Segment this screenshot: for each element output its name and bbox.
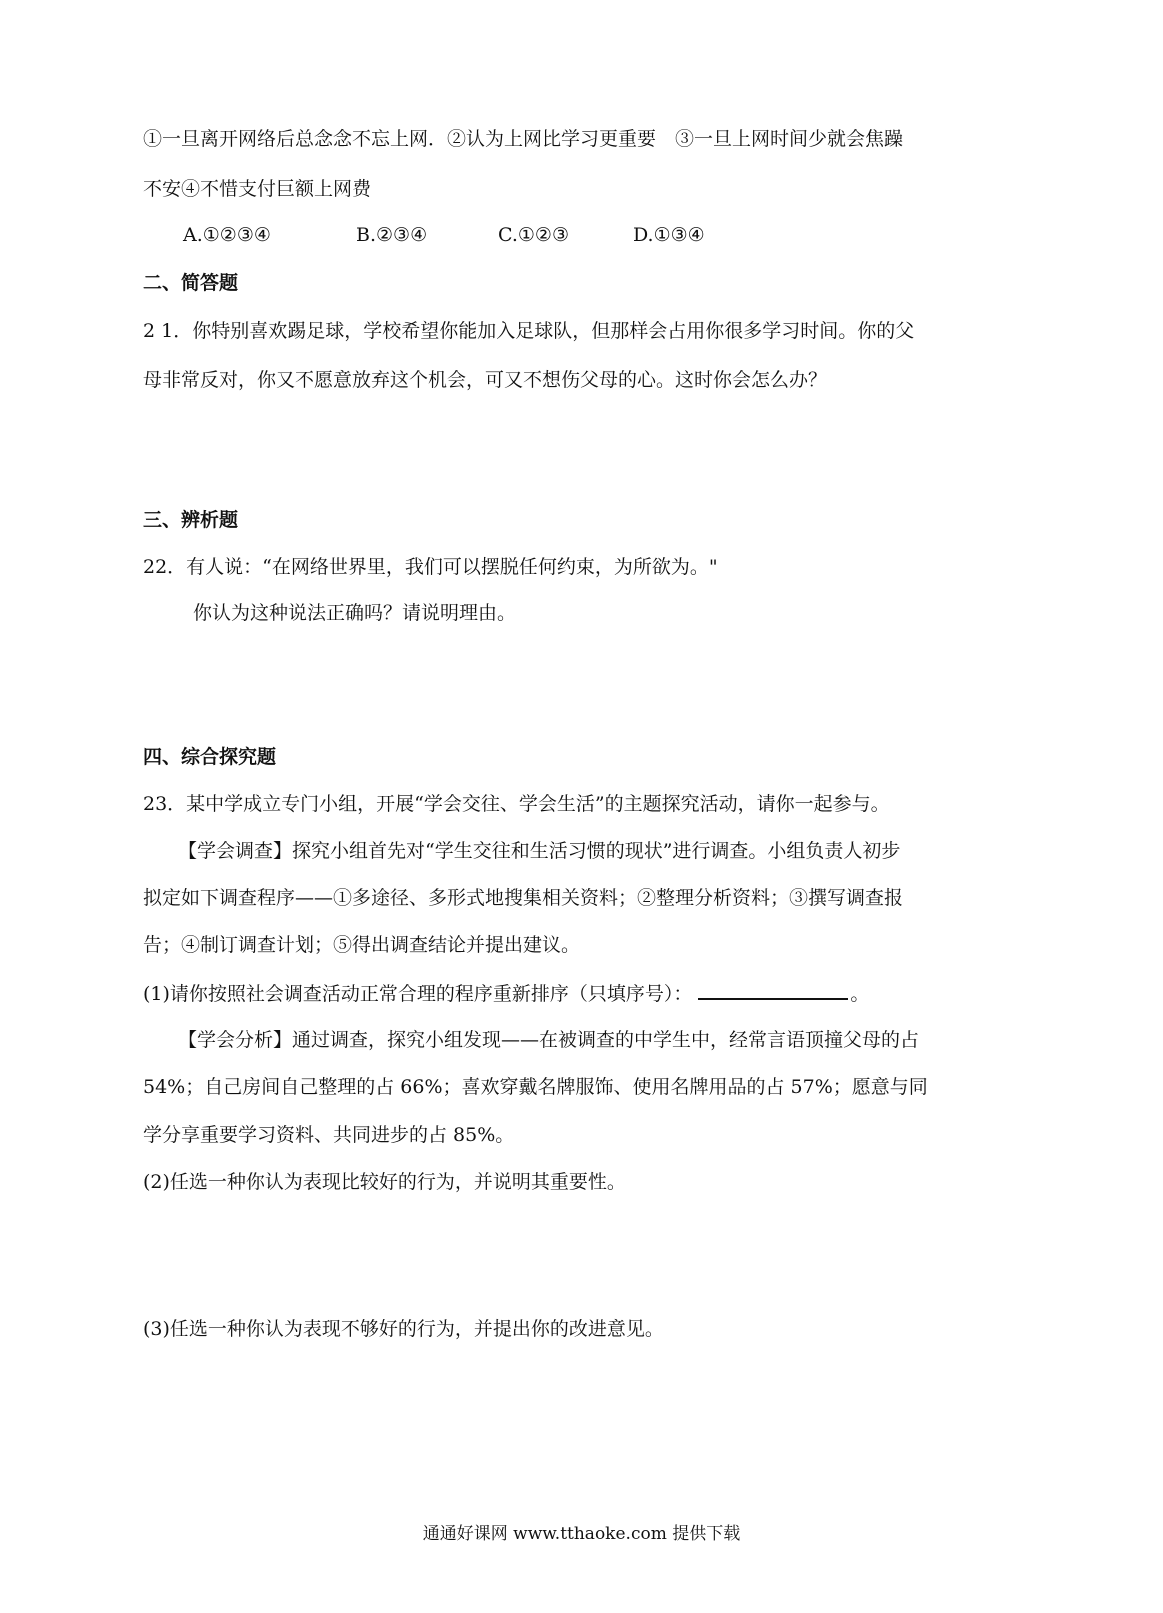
analysis-line-1: 【学会分析】通过调查，探究小组发现——在被调查的中学生中，经常言语顶撞父母的占 [178, 1029, 920, 1051]
answer-blank[interactable] [698, 980, 848, 1000]
q20-statement-line-2: 不安④不惜支付巨额上网费 [143, 178, 372, 200]
q20-statement-line-1: ①一旦离开网络后总念念不忘上网．②认为上网比学习更重要 ③一旦上网时间少就会焦躁 [143, 128, 904, 150]
analysis-line-3: 学分享重要学习资料、共同进步的占 85%。 [143, 1124, 515, 1146]
q22-line-2: 你认为这种说法正确吗？请说明理由。 [193, 602, 517, 624]
survey-line-3: 告；④制订调查计划；⑤得出调查结论并提出建议。 [143, 934, 581, 956]
section-heading-analysis: 三、辨析题 [143, 509, 239, 531]
option-b: B.②③④ [356, 224, 428, 246]
q23-part1-end: 。 [850, 983, 870, 1005]
q21-line-1: 2 1．你特别喜欢踢足球，学校希望你能加入足球队，但那样会占用你很多学习时间。你的父 [143, 320, 915, 342]
page-footer: 通通好课网 www.tthaoke.com 提供下载 [422, 1524, 741, 1544]
q21-line-2: 母非常反对，你又不愿意放弃这个机会，可又不想伤父母的心。这时你会怎么办？ [143, 369, 828, 391]
q22-line-1: 22．有人说：“在网络世界里，我们可以摆脱任何约束，为所欲为。" [143, 556, 718, 578]
option-c: C.①②③ [498, 224, 569, 246]
analysis-line-2: 54%；自己房间自己整理的占 66%；喜欢穿戴名牌服饰、使用名牌用品的占 57%；愿意与同 [143, 1076, 928, 1098]
q23-part3: (3)任选一种你认为表现不够好的行为，并提出你的改进意见。 [143, 1318, 664, 1340]
q23-intro: 23．某中学成立专门小组，开展“学会交往、学会生活”的主题探究活动，请你一起参与。 [143, 793, 890, 815]
section-heading-short-answer: 二、简答题 [143, 272, 239, 294]
q23-part1 [143, 980, 869, 1007]
q23-part1-text: (1)请你按照社会调查活动正常合理的程序重新排序（只填序号）： [143, 983, 693, 1005]
option-d: D.①③④ [633, 224, 705, 246]
survey-line-1: 【学会调查】探究小组首先对“学生交往和生活习惯的现状”进行调查。小组负责人初步 [178, 840, 901, 862]
survey-line-2: 拟定如下调查程序——①多途径、多形式地搜集相关资料；②整理分析资料；③撰写调查报 [143, 887, 904, 909]
q23-part2: (2)任选一种你认为表现比较好的行为，并说明其重要性。 [143, 1171, 626, 1193]
section-heading-inquiry: 四、综合探究题 [143, 746, 277, 768]
option-a: A.①②③④ [183, 224, 271, 246]
